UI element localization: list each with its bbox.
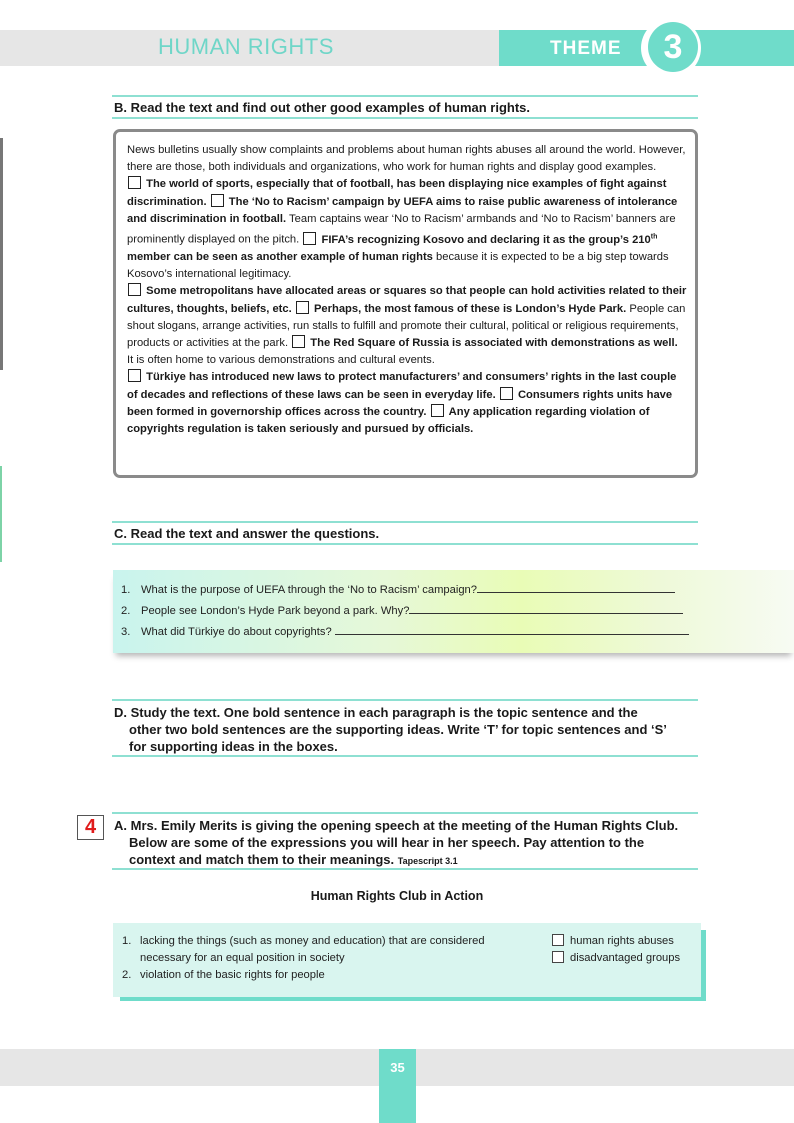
bold-sentence: Some metropolitans have allocated areas or squares so that people can hold activities related to their cultures, thoughts, beliefs, etc. xyxy=(127,285,687,315)
instruction-line: for supporting ideas in the boxes. xyxy=(129,739,338,754)
bold-sentence: FIFA’s recognizing Kosovo and declaring it as the group’s 210 xyxy=(321,233,651,246)
section-b-heading-text: B. Read the text and find out other good examples of human rights. xyxy=(114,100,531,115)
bold-sentence: The Red Square of Russia is associated with demonstrations as well. xyxy=(310,336,678,349)
item-number: 2. xyxy=(122,969,132,981)
bold-sentence: Türkiye has introduced new laws to protect manufacturers’ and consumers’ rights in the last couple of decades and reflections of these laws can be seen in everyday life. xyxy=(127,371,677,401)
answer-checkbox[interactable] xyxy=(211,194,224,207)
section-c-heading-text: C. Read the text and answer the questions. xyxy=(114,526,380,541)
answer-checkbox[interactable] xyxy=(128,176,141,189)
question-row xyxy=(121,582,675,596)
option-label: human rights abuses xyxy=(570,935,674,947)
section-d-instructions xyxy=(112,699,698,757)
plain-sentence: People can shout slogans, arrange activities, run stalls to fulfill and promote their cultural, political or religious requirements, products or activities at the park. xyxy=(127,302,686,349)
question-text: What is the purpose of UEFA through the ‘No to Racism’ campaign? xyxy=(141,584,478,596)
tapescript-ref: Tapescript 3.1 xyxy=(397,856,458,866)
answer-checkbox[interactable] xyxy=(431,404,444,417)
answer-line[interactable] xyxy=(335,624,689,635)
bold-sentence: The ‘No to Racism’ campaign by UEFA aims to raise public awareness of intolerance and discrimination in football. xyxy=(127,195,678,225)
answer-checkbox[interactable] xyxy=(500,387,513,400)
answer-line[interactable] xyxy=(477,582,675,593)
intro-paragraph: News bulletins usually show complaints and problems about human rights abuses all around the world. However, there are those, both individuals and organizations, who work for human rights and display good examples. xyxy=(127,144,686,174)
instruction-line: A. Mrs. Emily Merits is giving the opening speech at the meeting of the Human Rights Club. xyxy=(114,818,679,833)
instruction-line: Below are some of the expressions you will hear in her speech. Pay attention to the xyxy=(129,835,645,850)
plain-sentence: It is often home to various demonstrations and cultural events. xyxy=(127,354,435,367)
theme-label: THEME xyxy=(550,38,622,59)
section-b-heading xyxy=(112,95,698,119)
plain-sentence: because it is expected to be a big step towards Kosovo’s international legitimacy. xyxy=(127,250,669,281)
page-edge-mark xyxy=(0,138,3,370)
question-text: What did Türkiye do about copyrights? xyxy=(141,626,332,638)
bold-sentence: member can be seen as another example of human rights xyxy=(127,250,433,263)
match-item: violation of the basic rights for people xyxy=(140,969,325,981)
item-number: 1. xyxy=(122,935,132,947)
answer-checkbox[interactable] xyxy=(303,232,316,245)
item-text: lacking the things (such as money and education) that are considered xyxy=(140,935,485,947)
question-text: People see London’s Hyde Park beyond a park. Why? xyxy=(141,605,410,617)
question-number: 3. xyxy=(121,626,131,638)
match-box xyxy=(113,923,701,997)
answer-line[interactable] xyxy=(409,603,683,614)
question-number: 2. xyxy=(121,605,131,617)
reading-text-box xyxy=(113,129,698,478)
theme-number-badge: 3 xyxy=(648,22,698,72)
club-title: Human Rights Club in Action xyxy=(310,889,484,903)
instruction-line: other two bold sentences are the supporting ideas. Write ‘T’ for topic sentences and ‘S’ xyxy=(129,722,667,737)
match-option xyxy=(552,934,674,947)
question-number: 1. xyxy=(121,584,131,596)
ordinal-suffix: th xyxy=(650,233,658,241)
match-item xyxy=(140,933,540,967)
match-checkbox[interactable] xyxy=(552,934,564,946)
answer-checkbox[interactable] xyxy=(128,283,141,296)
page-number: 35 xyxy=(390,1060,405,1075)
question-row xyxy=(121,624,689,638)
bold-sentence: Any application regarding violation of copyrights regulation is taken seriously and pursued by officials. xyxy=(127,405,650,435)
answer-checkbox[interactable] xyxy=(296,301,309,314)
plain-sentence: Team captains wear ‘No to Racism’ armbands and ‘No to Racism’ banners are prominently displayed on the pitch. xyxy=(127,212,676,246)
page-edge-accent xyxy=(0,466,2,562)
bold-sentence: Perhaps, the most famous of these is London’s Hyde Park. xyxy=(313,302,627,315)
match-option xyxy=(552,951,680,964)
section-c-heading xyxy=(112,521,698,545)
match-checkbox[interactable] xyxy=(552,951,564,963)
questions-box xyxy=(113,570,794,653)
item-text: necessary for an equal position in society xyxy=(140,952,345,964)
instruction-line: D. Study the text. One bold sentence in each paragraph is the topic sentence and the xyxy=(114,705,638,720)
instruction-line: context and match them to their meanings. xyxy=(129,852,395,867)
section-4a-instructions xyxy=(112,812,698,870)
bold-sentence: The world of sports, especially that of football, has been displaying nice examples of fight against discrimination. xyxy=(127,178,667,208)
reading-text xyxy=(127,142,687,438)
answer-checkbox[interactable] xyxy=(128,369,141,382)
bold-sentence: Consumers rights units have been formed in governorship offices across the country. xyxy=(127,388,673,418)
exercise-number: 4 xyxy=(77,815,104,840)
page-title: HUMAN RIGHTS xyxy=(158,34,334,59)
question-row xyxy=(121,603,683,617)
option-label: disadvantaged groups xyxy=(570,952,681,964)
answer-checkbox[interactable] xyxy=(292,335,305,348)
